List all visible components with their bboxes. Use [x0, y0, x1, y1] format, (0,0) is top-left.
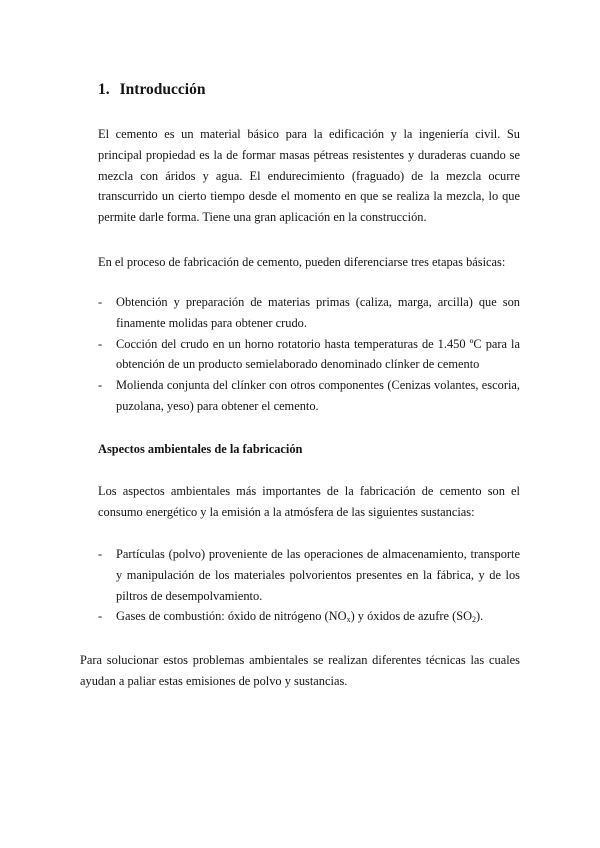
list-item-text: Obtención y preparación de materias primas (caliza, marga, arcilla) que son finamente molidas para obtener crudo. [116, 295, 520, 330]
gases-text-prefix: Gases de combustión: óxido de nitrógeno (NO [116, 609, 347, 624]
environment-paragraph: Los aspectos ambientales más importantes de la fabricación de cemento son el consumo energético y la emisión a la atmósfera de las siguientes sustancias: [98, 484, 520, 519]
list-dash: - [98, 547, 103, 561]
list-item-text: Cocción del crudo en un horno rotatorio hasta temperaturas de 1.450 ºC para la obtención de un producto semielaborado denominado clínker de cemento [116, 336, 520, 372]
list-item-text: Partículas (polvo) proveniente de las operaciones de almacenamiento, transporte y manipulación de los materiales polvorientos presentes en la fábrica, y de los piltros de desempolvamiento. [116, 547, 520, 603]
closing-paragraph: Para solucionar estos problemas ambientales se realizan diferentes técnicas las cuales ayudan a paliar estas emisiones de polvo y sustancias. [80, 653, 520, 688]
so2-subscript: 2 [472, 615, 477, 625]
gases-text-middle: ) y óxidos de azufre (SO [350, 609, 473, 624]
section-heading [98, 81, 205, 99]
list-item [98, 375, 520, 417]
list-item-text: Molienda conjunta del clínker con otros componentes (Cenizas volantes, escoria, puzolana, yeso) para obtener el cemento. [116, 378, 520, 413]
section-title: Introducción [119, 81, 206, 98]
subsection-heading: Aspectos ambientales de la fabricación [98, 442, 303, 456]
gases-text-suffix: ). [476, 609, 484, 624]
list-item [98, 544, 520, 606]
section-number: 1. [98, 81, 110, 98]
list-item [98, 606, 520, 627]
list-dash: - [98, 336, 103, 351]
nox-subscript: x [346, 615, 351, 625]
list-dash: - [98, 295, 103, 309]
list-item [98, 334, 520, 376]
substances-list [98, 544, 520, 627]
stages-list [98, 292, 520, 417]
list-dash: - [98, 609, 103, 624]
stages-intro-paragraph: En el proceso de fabricación de cemento, pueden diferenciarse tres etapas básicas: [98, 255, 506, 269]
list-item [98, 292, 520, 334]
intro-paragraph: El cemento es un material básico para la edificación y la ingeniería civil. Su principal propiedad es la de formar masas pétreas resistentes y duraderas cuando se mezcla con áridos y agua. El endurecimiento (fraguado) de la mezcla ocurre transcurrido un cierto tiempo desde el momento en que se realiza la mezcla, lo que permite darle forma. Tiene una gran aplicación en la construcción. [98, 127, 520, 225]
list-item-text [116, 609, 483, 623]
list-dash: - [98, 378, 103, 393]
